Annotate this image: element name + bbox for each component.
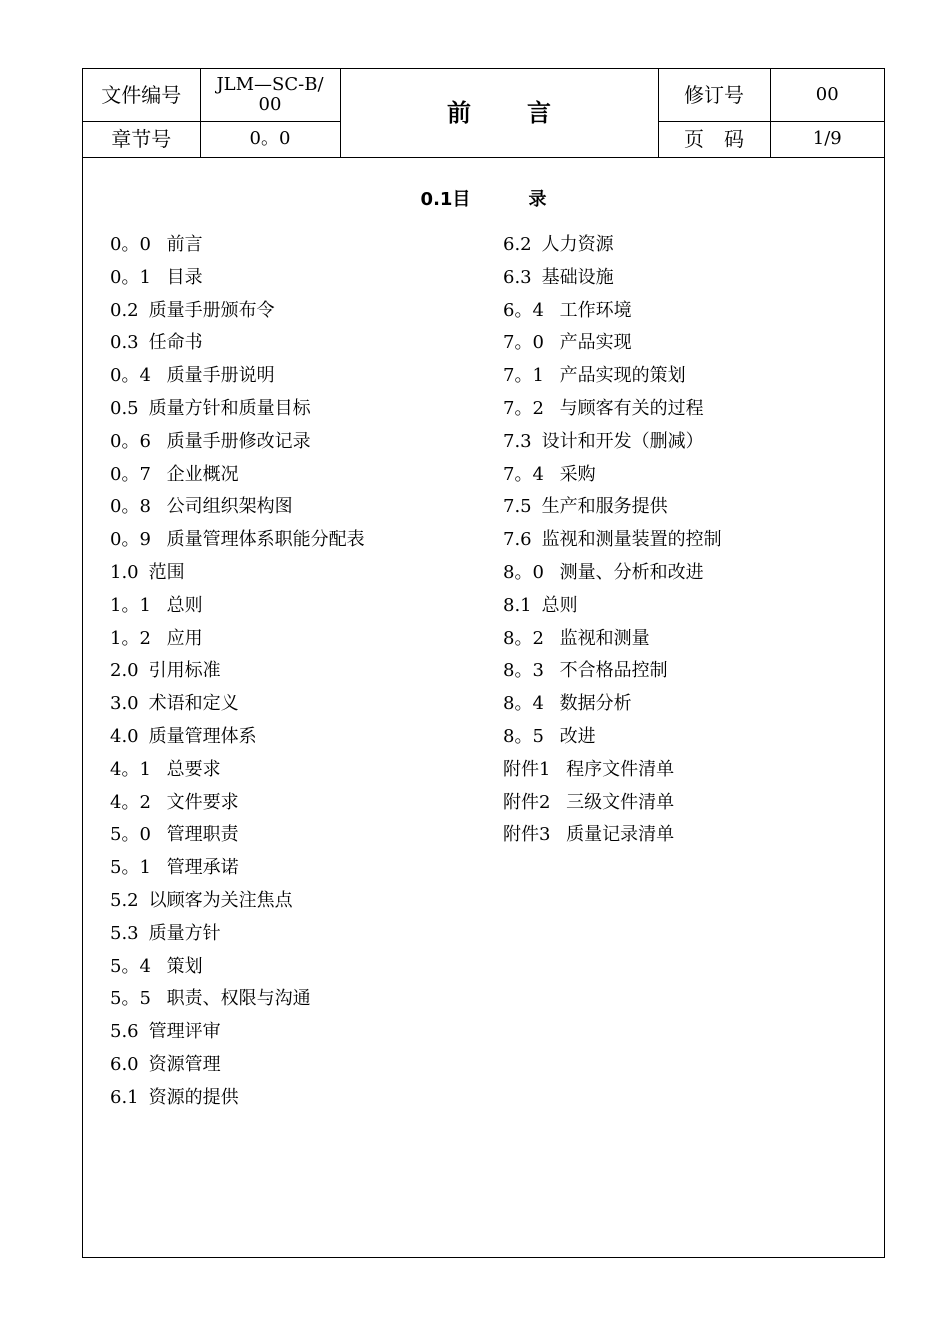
toc-entry-number: 0.5 [110, 397, 139, 419]
document-frame [82, 68, 885, 1258]
toc-entry [110, 395, 365, 428]
toc-entry-number: 5。5 [110, 988, 151, 1010]
toc-entry-label: 管理承诺 [160, 857, 239, 879]
toc-entry-number: 5.2 [110, 889, 139, 911]
toc-right-column [503, 231, 722, 854]
toc-entry-label: 质量方针和质量目标 [148, 397, 311, 419]
toc-entry-label: 与顾客有关的过程 [553, 397, 704, 419]
toc-entry [110, 592, 365, 625]
toc-entry-label: 质量管理体系职能分配表 [160, 529, 365, 551]
toc-entry-label: 公司组织架构图 [160, 496, 293, 518]
toc-entry-label: 工作环境 [553, 299, 632, 321]
toc-entry [503, 657, 722, 690]
toc-entry-number: 8。2 [503, 627, 544, 649]
file-number-line2: 00 [258, 93, 282, 115]
toc-entry [503, 559, 722, 592]
toc-entry-number: 5。1 [110, 857, 151, 879]
toc-entry-label: 资源管理 [148, 1053, 221, 1075]
toc-entry-number: 0。8 [110, 496, 151, 518]
toc-entry [110, 887, 365, 920]
toc-entry-number: 0。1 [110, 266, 151, 288]
toc-entry [110, 723, 365, 756]
page-value: 1/9 [770, 121, 884, 157]
toc-entry [503, 231, 722, 264]
toc-entry-number: 7。2 [503, 397, 544, 419]
toc-entry-label: 目录 [160, 266, 203, 288]
toc-entry-label: 监视和测量 [553, 627, 650, 649]
toc-entry-number: 0。6 [110, 430, 151, 452]
toc-entry [110, 362, 365, 395]
toc-entry-label: 总要求 [160, 758, 221, 780]
toc-entry-number: 5。4 [110, 955, 151, 977]
toc-entry [110, 1018, 365, 1051]
toc-entry-number: 6.3 [503, 266, 532, 288]
file-number-line1: JLM—SC-B/ [216, 73, 324, 95]
toc-entry-label: 数据分析 [553, 693, 632, 715]
toc-entry-number: 5。0 [110, 824, 151, 846]
toc-entry-number: 附件2 [503, 791, 551, 813]
toc-entry-label: 采购 [553, 463, 596, 485]
toc-entry-label: 产品实现 [553, 332, 632, 354]
toc-entry [503, 264, 722, 297]
toc-entry-label: 质量手册修改记录 [160, 430, 311, 452]
toc-entry [110, 559, 365, 592]
toc-entry-number: 8.1 [503, 594, 532, 616]
toc-entry-number: 7。4 [503, 463, 544, 485]
document-title-part2: 言 [527, 97, 551, 127]
toc-entry-number: 6。4 [503, 299, 544, 321]
toc-entry-label: 质量手册颁布令 [148, 299, 275, 321]
toc-entry [110, 461, 365, 494]
toc-entry-label: 基础设施 [541, 266, 614, 288]
toc-entry [503, 395, 722, 428]
document-header-table [83, 69, 884, 158]
toc-entry [110, 985, 365, 1018]
toc-entry-number: 7.3 [503, 430, 532, 452]
toc-entry [503, 297, 722, 330]
toc-entry [503, 821, 722, 854]
toc-entry-number: 0.3 [110, 332, 139, 354]
toc-entry-label: 改进 [553, 725, 596, 747]
toc-entry-number: 1。2 [110, 627, 151, 649]
toc-entry-number: 6.1 [110, 1086, 139, 1108]
toc-heading [83, 185, 884, 211]
toc-entry [110, 821, 365, 854]
toc-entry [503, 329, 722, 362]
document-title-part1: 前 [447, 97, 471, 127]
toc-entry-number: 8。5 [503, 725, 544, 747]
toc-entry-number: 8。3 [503, 660, 544, 682]
toc-entry [503, 493, 722, 526]
toc-entry-number: 7.5 [503, 496, 532, 518]
toc-entry-label: 以顾客为关注焦点 [148, 889, 293, 911]
toc-entry-label: 人力资源 [541, 234, 614, 255]
toc-entry [503, 723, 722, 756]
toc-entry-number: 1.0 [110, 561, 139, 583]
toc-entry-number: 附件1 [503, 758, 551, 780]
toc-entry-number: 附件3 [503, 824, 551, 846]
toc-heading-part2: 录 [528, 189, 547, 210]
toc-entry-number: 0。4 [110, 365, 151, 387]
toc-entry [110, 1051, 365, 1084]
toc-entry-label: 术语和定义 [148, 693, 239, 715]
toc-entry-number: 0。7 [110, 463, 151, 485]
file-number-value [200, 69, 340, 121]
toc-entry-label: 总则 [541, 594, 578, 616]
toc-entry [503, 526, 722, 559]
toc-entry-number: 4.0 [110, 725, 139, 747]
toc-entry [503, 690, 722, 723]
toc-entry-label: 设计和开发（删减） [541, 430, 704, 452]
chapter-value: 0。0 [200, 121, 340, 157]
toc-entry-label: 质量记录清单 [560, 824, 675, 846]
toc-entry-number: 5.3 [110, 922, 139, 944]
toc-entry [110, 329, 365, 362]
toc-entry-number: 3.0 [110, 693, 139, 715]
toc-entry-label: 文件要求 [160, 791, 239, 813]
toc-entry [110, 493, 365, 526]
toc-entry [110, 1084, 365, 1117]
toc-entry-label: 策划 [160, 955, 203, 977]
toc-entry-label: 前言 [160, 234, 203, 255]
document-title [340, 69, 658, 157]
toc-entry-label: 职责、权限与沟通 [160, 988, 311, 1010]
toc-entry-number: 4。2 [110, 791, 151, 813]
toc-entry [503, 362, 722, 395]
toc-entry-number: 7。1 [503, 365, 544, 387]
toc-entry-label: 任命书 [148, 332, 203, 354]
toc-entry-label: 应用 [160, 627, 203, 649]
toc-entry-label: 范围 [148, 561, 185, 583]
toc-entry-label: 资源的提供 [148, 1086, 239, 1108]
toc-entry-label: 引用标准 [148, 660, 221, 682]
toc-entry-number: 7.6 [503, 529, 532, 551]
toc-entry [110, 756, 365, 789]
revision-value: 00 [770, 69, 884, 121]
toc-entry-label: 不合格品控制 [553, 660, 668, 682]
toc-entry [503, 461, 722, 494]
file-number-label: 文件编号 [83, 69, 200, 121]
toc-entry [110, 297, 365, 330]
toc-entry-label: 管理职责 [160, 824, 239, 846]
toc-entry-number: 0。9 [110, 529, 151, 551]
toc-entry-number: 7。0 [503, 332, 544, 354]
toc-entry-label: 质量管理体系 [148, 725, 257, 747]
page-label: 页 码 [658, 121, 770, 157]
toc-entry [110, 264, 365, 297]
toc-entry [503, 789, 722, 822]
toc-entry-label: 企业概况 [160, 463, 239, 485]
toc-entry-number: 8。4 [503, 693, 544, 715]
toc-entry-label: 生产和服务提供 [541, 496, 668, 518]
toc-entry [110, 953, 365, 986]
toc-entry-number: 4。1 [110, 758, 151, 780]
revision-label: 修订号 [658, 69, 770, 121]
toc-entry [503, 592, 722, 625]
toc-entry-label: 产品实现的策划 [553, 365, 686, 387]
toc-entry-label: 三级文件清单 [560, 791, 675, 813]
toc-entry-label: 管理评审 [148, 1021, 221, 1043]
toc-entry [110, 428, 365, 461]
toc-entry-label: 总则 [160, 594, 203, 616]
toc-entry-label: 质量方针 [148, 922, 221, 944]
toc-entry-number: 5.6 [110, 1021, 139, 1043]
toc-entry [110, 526, 365, 559]
toc-entry [110, 854, 365, 887]
toc-entry-label: 程序文件清单 [560, 758, 675, 780]
chapter-label: 章节号 [83, 121, 200, 157]
toc-entry [110, 789, 365, 822]
toc-entry-number: 2.0 [110, 660, 139, 682]
toc-entry-label: 质量手册说明 [160, 365, 275, 387]
toc-entry [110, 625, 365, 658]
toc-entry [110, 231, 365, 264]
toc-entry-number: 0。0 [110, 234, 151, 255]
toc-entry-label: 测量、分析和改进 [553, 561, 704, 583]
toc-entry-number: 6.0 [110, 1053, 139, 1075]
toc-entry [503, 625, 722, 658]
toc-heading-part1: 0.1目 [420, 189, 471, 210]
toc-entry [110, 690, 365, 723]
toc-entry [503, 756, 722, 789]
toc-entry-number: 8。0 [503, 561, 544, 583]
toc-entry-number: 1。1 [110, 594, 151, 616]
toc-entry-label: 监视和测量装置的控制 [541, 529, 722, 551]
toc-entry-number: 0.2 [110, 299, 139, 321]
toc-entry [110, 920, 365, 953]
toc-left-column [110, 231, 365, 1117]
toc-entry [110, 657, 365, 690]
toc-entry [503, 428, 722, 461]
toc-entry-number: 6.2 [503, 234, 532, 255]
